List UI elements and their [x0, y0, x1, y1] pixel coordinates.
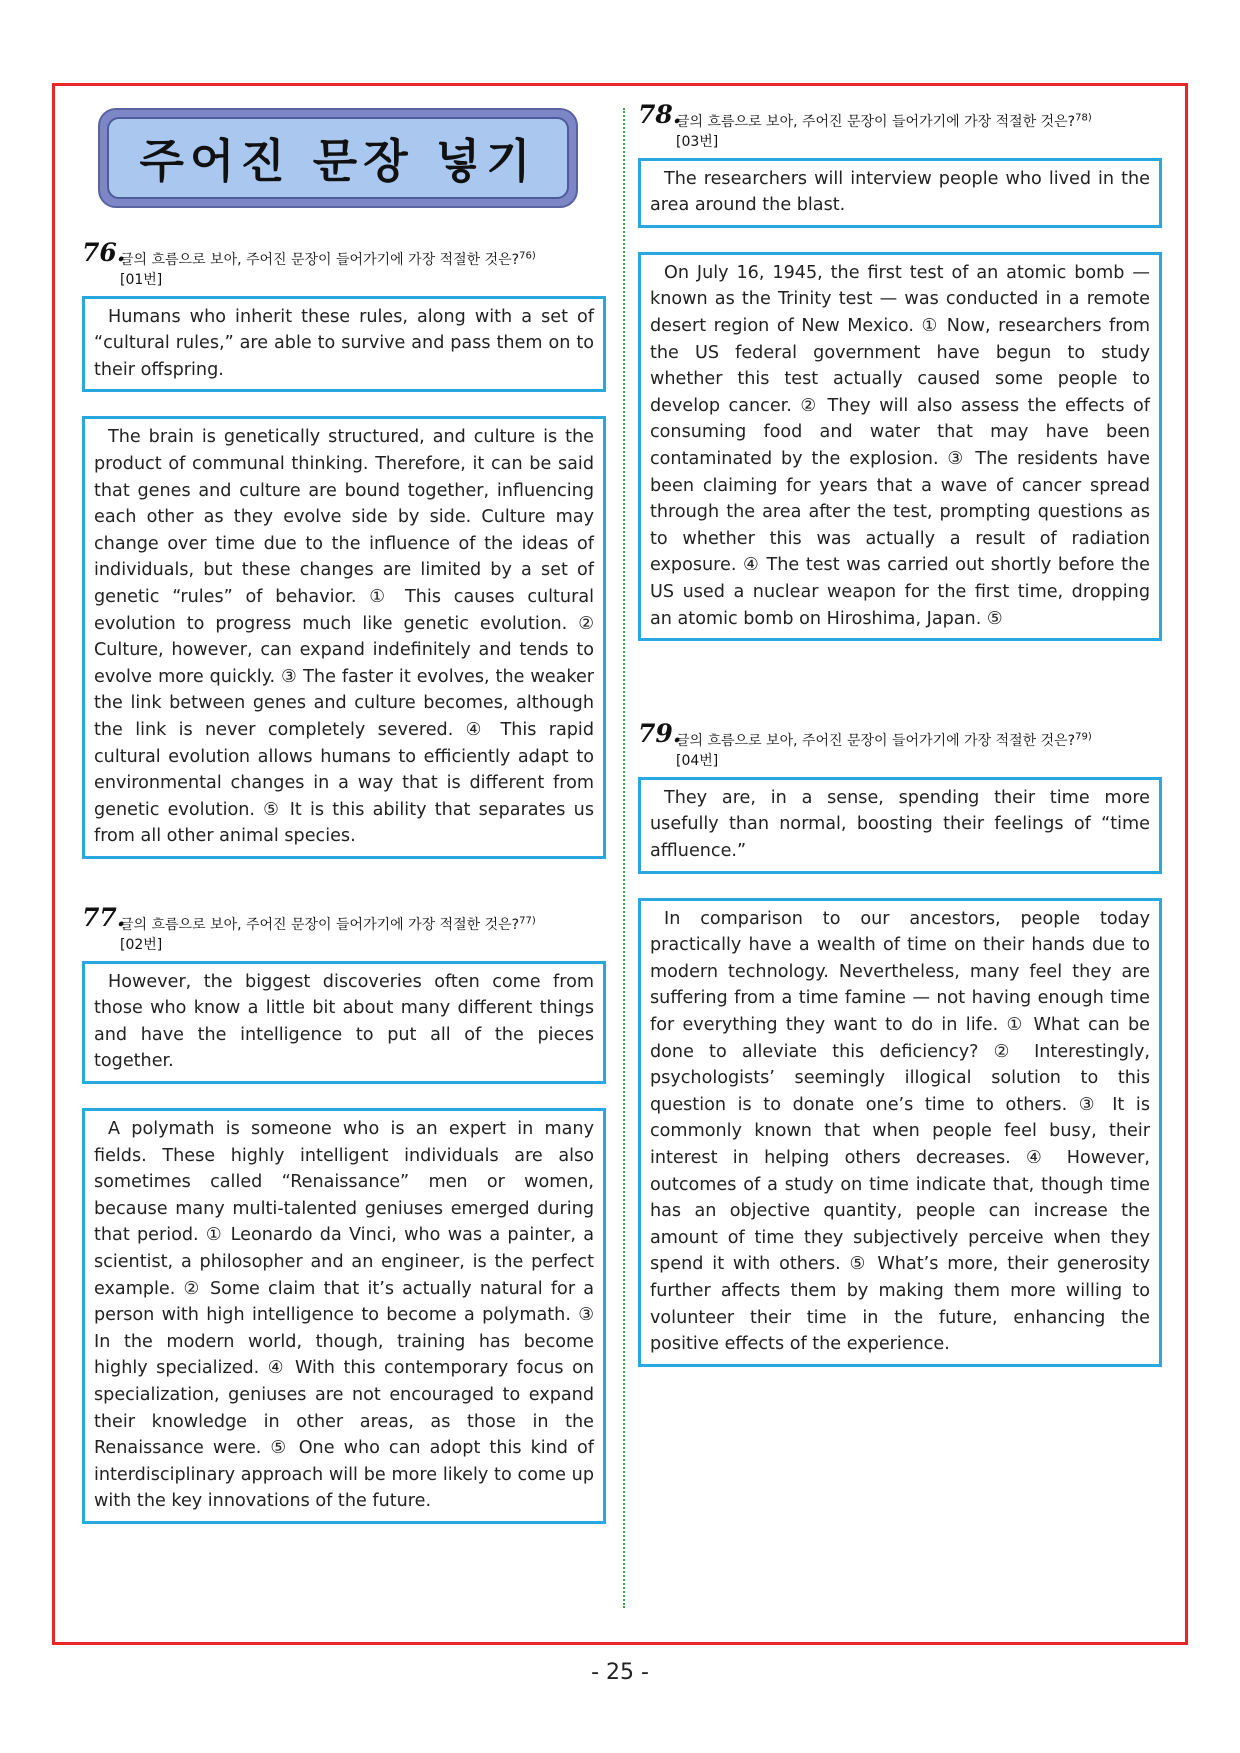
question-number: 78.: [638, 100, 682, 129]
question-prompt: [120, 252, 536, 268]
question-number: 76.: [82, 238, 126, 267]
column-divider: [623, 108, 625, 1608]
question-78: [638, 100, 1162, 641]
question-prompt: [676, 114, 1092, 130]
question-header: [638, 719, 1162, 771]
question-code: [04번]: [676, 752, 719, 769]
question-header: [638, 100, 1162, 152]
prompt-text: 글의 흐름으로 보아, 주어진 문장이 들어가기에 가장 적절한 것은?: [676, 113, 1076, 130]
passage-box: A polymath is someone who is an expert in many fields. These highly intelligent individuals are also sometimes called “Renaissance” men or women, because many multi-talented geniuses emerged during that period. ① Leonardo da Vinci, who was a painter, a scientist, a philosopher and an engineer, is the perfect example. ② Some claim that it’s actually natural for a person with high intelligence to become a polymath. ③ In the modern world, though, training has become highly specialized. ④ With this contemporary focus on specialization, geniuses are not encouraged to expand their knowledge in other areas, as those in the Renaissance were. ⑤ One who can adopt this kind of interdisciplinary approach will be more likely to come up with the key innovations of the future.: [82, 1108, 606, 1524]
given-sentence-box: They are, in a sense, spending their time more usefully than normal, boosting their feelings of “time affluence.”: [638, 777, 1162, 874]
given-sentence-box: The researchers will interview people who lived in the area around the blast.: [638, 158, 1162, 228]
question-79: [638, 719, 1162, 1367]
passage-box: The brain is genetically structured, and culture is the product of communal thinking. Therefore, it can be said that genes and culture are bound together, influencing each other as they evolve side by side. Culture may change over time due to the influence of the ideas of individuals, but these changes are limited by a set of genetic “rules” of behavior. ① This causes cultural evolution to progress much like genetic evolution. ② Culture, however, can expand indefinitely and tends to evolve more quickly. ③ The faster it evolves, the weaker the link between genes and culture becomes, although the link is never completely severed. ④ This rapid cultural evolution allows humans to efficiently adapt to environmental changes in a way that is different from genetic evolution. ⑤ It is this ability that separates us from all other animal species.: [82, 416, 606, 859]
section-title-inner: [107, 117, 569, 199]
question-code: [01번]: [120, 271, 163, 288]
given-sentence-box: Humans who inherit these rules, along with a set of “cultural rules,” are able to survive and pass them on to their offspring.: [82, 296, 606, 393]
prompt-text: 글의 흐름으로 보아, 주어진 문장이 들어가기에 가장 적절한 것은?: [676, 732, 1076, 749]
question-code: [03번]: [676, 133, 719, 150]
question-code: [02번]: [120, 936, 163, 953]
question-number: 79.: [638, 719, 682, 749]
passage-box: In comparison to our ancestors, people today practically have a wealth of time on their hands due to modern technology. Nevertheless, many feel they are suffering from a time famine — not having enough time for everything they want to do in life. ① What can be done to alleviate this deficiency? ② Interestingly, psychologists’ seemingly illogical solution to this question is to donate one’s time to others. ③ It is commonly known that when people feel busy, their interest in helping others decreases. ④ However, outcomes of a study on time indicate that, though time has an objective quantity, people can increase the amount of time they subjectively perceive when they spend it with others. ⑤ What’s more, their generosity further affects them by making them more willing to volunteer their time in the future, enhancing the positive effects of the experience.: [638, 898, 1162, 1367]
question-header: [82, 238, 606, 290]
section-title: 주어진 문장 넣기: [139, 134, 537, 188]
footnote-ref: 77): [519, 914, 536, 926]
question-76: [82, 238, 606, 859]
passage-box: On July 16, 1945, the first test of an atomic bomb — known as the Trinity test — was conducted in a remote desert region of New Mexico. ① Now, researchers from the US federal government have begun to study whether this test actually caused some people to develop cancer. ② They will also assess the effects of consuming food and water that may have been contaminated by the explosion. ③ The residents have been claiming for years that a wave of cancer spread through the area after the test, prompting questions as to whether this was actually a result of radiation exposure. ④ The test was carried out shortly before the US used a nuclear weapon for the first time, dropping an atomic bomb on Hiroshima, Japan. ⑤: [638, 252, 1162, 641]
given-sentence-box: However, the biggest discoveries often come from those who know a little bit about many different things and have the intelligence to put all of the pieces together.: [82, 961, 606, 1084]
prompt-text: 글의 흐름으로 보아, 주어진 문장이 들어가기에 가장 적절한 것은?: [120, 251, 520, 268]
page-number: - 25 -: [591, 1660, 649, 1685]
question-prompt: [120, 914, 536, 933]
footnote-ref: 76): [519, 250, 536, 261]
footnote-ref: 78): [1075, 112, 1092, 123]
question-number: 77.: [82, 902, 126, 932]
prompt-text: 글의 흐름으로 보아, 주어진 문장이 들어가기에 가장 적절한 것은?: [120, 916, 520, 933]
section-title-banner: [98, 108, 578, 208]
question-prompt: [676, 733, 1092, 749]
left-column: [82, 108, 606, 1524]
right-column: [638, 100, 1162, 1367]
footnote-ref: 79): [1075, 731, 1092, 743]
question-header: [82, 902, 606, 955]
question-77: [82, 902, 606, 1524]
